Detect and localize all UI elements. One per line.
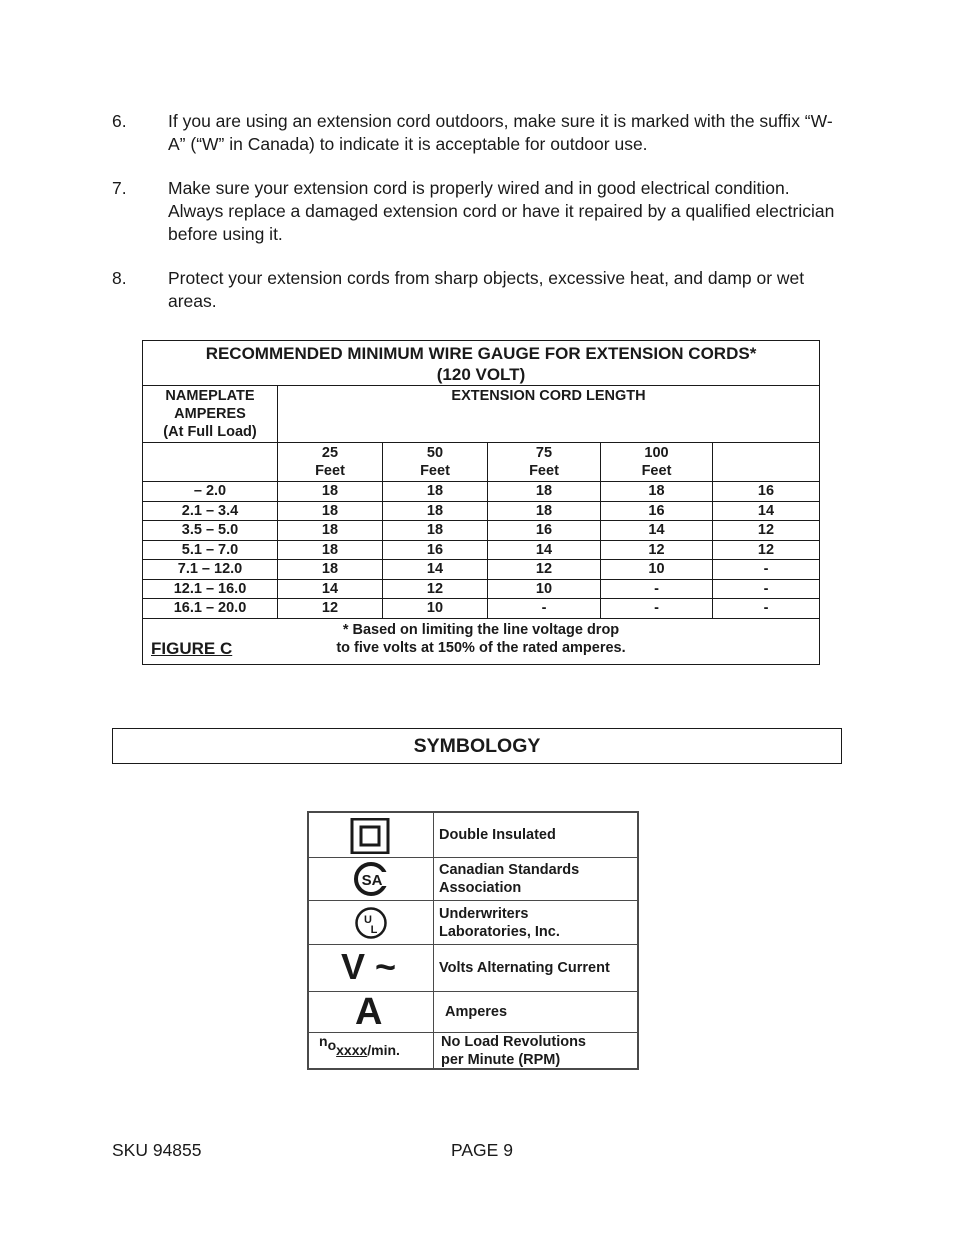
table-title-line2: (120 VOLT) <box>436 365 526 384</box>
wire-gauge-table <box>142 340 820 665</box>
gauge-cell: - <box>713 560 820 580</box>
instruction-list <box>112 110 842 334</box>
item-number: 7. <box>112 178 127 198</box>
item-text: Protect your extension cords from sharp objects, excessive heat, and damp or wet areas. <box>168 268 805 311</box>
empty-cell <box>143 443 278 482</box>
symbology-table <box>307 811 639 1070</box>
label-line1: Canadian Standards <box>439 862 580 878</box>
instruction-item <box>112 110 842 156</box>
amps-cell: 12.1 – 16.0 <box>143 579 278 599</box>
gauge-cell: - <box>488 599 601 619</box>
label-line2: Laboratories, Inc. <box>439 923 560 940</box>
label-line2: per Minute (RPM) <box>441 1052 561 1068</box>
item-number: 6. <box>112 111 127 131</box>
symbol-cell <box>309 945 434 991</box>
length-col-25 <box>278 443 383 482</box>
label-line2: Association <box>439 880 522 896</box>
symbol-label <box>445 992 507 1032</box>
gauge-cell: 16 <box>488 521 601 541</box>
symbol-row-double-insulated <box>309 813 637 858</box>
length-unit: Feet <box>420 463 450 479</box>
table-footnote <box>143 621 819 657</box>
table-row <box>143 560 820 580</box>
length-value: 25 <box>321 445 339 461</box>
length-col-100 <box>601 443 713 482</box>
length-col-50 <box>383 443 488 482</box>
double-insulated-icon <box>350 818 390 854</box>
symbol-cell <box>309 858 434 900</box>
nameplate-line2: AMPERES <box>174 406 246 422</box>
nameplate-line3: (At Full Load) <box>163 424 257 440</box>
amps-cell: 7.1 – 12.0 <box>143 560 278 580</box>
amps-cell: 3.5 – 5.0 <box>143 521 278 541</box>
footnote-line2: to five volts at 150% of the rated amperes. <box>336 639 626 656</box>
length-value: 50 <box>426 445 444 461</box>
footer-sku: SKU 94855 <box>112 1140 202 1160</box>
symbol-cell <box>309 992 434 1032</box>
gauge-cell: - <box>601 599 713 619</box>
ul-icon-l: L <box>370 924 378 936</box>
table-row <box>143 521 820 541</box>
item-number: 8. <box>112 268 127 288</box>
table-row <box>143 599 820 619</box>
rpm-symbol-o: o <box>327 1037 337 1053</box>
amps-cell: 16.1 – 20.0 <box>143 599 278 619</box>
gauge-cell: 18 <box>488 501 601 521</box>
gauge-cell: 10 <box>383 599 488 619</box>
gauge-cell: 12 <box>713 540 820 560</box>
gauge-cell: 16 <box>383 540 488 560</box>
length-value: 100 <box>644 445 669 461</box>
gauge-cell: 14 <box>278 579 383 599</box>
csa-icon-text: SA <box>361 872 383 889</box>
gauge-cell: 10 <box>488 579 601 599</box>
gauge-cell: 18 <box>278 521 383 541</box>
symbol-label <box>439 901 560 944</box>
nameplate-line1: NAMEPLATE <box>165 388 255 404</box>
label-line1: Underwriters <box>439 905 529 922</box>
gauge-cell: 18 <box>278 482 383 502</box>
gauge-cell: 14 <box>383 560 488 580</box>
length-col-75 <box>488 443 601 482</box>
instruction-item <box>112 267 842 313</box>
symbol-label <box>439 858 579 900</box>
symbol-cell <box>309 901 434 944</box>
length-header: EXTENSION CORD LENGTH <box>278 386 820 443</box>
gauge-cell: 16 <box>601 501 713 521</box>
gauge-cell: 12 <box>713 521 820 541</box>
volts-ac-symbol: V ~ <box>341 946 397 987</box>
symbol-row-csa <box>309 858 637 901</box>
gauge-cell: 12 <box>278 599 383 619</box>
gauge-cell: 18 <box>383 521 488 541</box>
symbol-row-rpm <box>309 1033 637 1069</box>
figure-label: FIGURE C <box>151 638 233 658</box>
csa-icon <box>353 861 389 897</box>
rpm-symbol-min: /min. <box>367 1042 400 1058</box>
gauge-cell: 10 <box>601 560 713 580</box>
symbol-label <box>441 1033 586 1069</box>
table-row <box>143 501 820 521</box>
symbol-row-volts <box>309 945 637 992</box>
gauge-cell: 18 <box>278 560 383 580</box>
gauge-cell: 12 <box>383 579 488 599</box>
gauge-cell: 18 <box>278 540 383 560</box>
table-row <box>143 540 820 560</box>
table-row <box>143 579 820 599</box>
symbol-cell <box>309 813 434 857</box>
gauge-cell: - <box>713 579 820 599</box>
symbol-label <box>439 813 556 857</box>
label-line1: Double Insulated <box>439 827 556 843</box>
gauge-cell: 18 <box>601 482 713 502</box>
instruction-item <box>112 177 842 246</box>
table-footer <box>143 618 820 664</box>
gauge-cell: 14 <box>601 521 713 541</box>
amperes-symbol: A <box>355 991 383 1033</box>
length-unit: Feet <box>529 463 559 479</box>
rpm-symbol <box>319 1033 400 1058</box>
gauge-cell: 12 <box>488 560 601 580</box>
gauge-cell: 18 <box>383 501 488 521</box>
rpm-symbol-x: xxxx <box>336 1042 368 1058</box>
gauge-cell: - <box>601 579 713 599</box>
length-unit: Feet <box>641 463 672 479</box>
gauge-cell: - <box>713 599 820 619</box>
gauge-cell: 18 <box>488 482 601 502</box>
label-line1: Volts Alternating Current <box>439 960 610 976</box>
gauge-cell: 14 <box>713 501 820 521</box>
gauge-cell: 14 <box>488 540 601 560</box>
table-title-line1: RECOMMENDED MINIMUM WIRE GAUGE FOR EXTENSION CORDS* <box>205 344 757 363</box>
length-col-blank <box>713 443 820 482</box>
table-title <box>143 341 820 386</box>
symbol-cell <box>309 1033 434 1069</box>
table-row <box>143 482 820 502</box>
ul-icon <box>354 906 388 940</box>
amps-cell: – 2.0 <box>143 482 278 502</box>
footnote-line1: * Based on limiting the line voltage drop <box>342 621 620 638</box>
label-line1: No Load Revolutions <box>441 1034 586 1050</box>
gauge-cell: 16 <box>713 482 820 502</box>
symbol-row-ul <box>309 901 637 945</box>
gauge-cell: 18 <box>278 501 383 521</box>
footer-page-number: PAGE 9 <box>451 1140 513 1160</box>
item-text: Make sure your extension cord is properly wired and in good electrical condition. Always replace a damaged extension cord or have it repaired by a qualified electrician before using it. <box>168 178 835 244</box>
gauge-cell: 18 <box>383 482 488 502</box>
gauge-cell: 12 <box>601 540 713 560</box>
nameplate-header <box>143 386 278 443</box>
symbol-label <box>439 945 610 991</box>
ul-icon-u: U <box>364 914 372 926</box>
symbology-heading: SYMBOLOGY <box>112 728 842 764</box>
amps-cell: 5.1 – 7.0 <box>143 540 278 560</box>
length-value: 75 <box>535 445 553 461</box>
symbol-row-amperes <box>309 992 637 1033</box>
item-text: If you are using an extension cord outdoors, make sure it is marked with the suffix “W-A” (“W” in Canada) to indicate it is acceptable for outdoor use. <box>168 111 833 154</box>
amps-cell: 2.1 – 3.4 <box>143 501 278 521</box>
rpm-symbol-n: n <box>319 1033 328 1049</box>
label-line1: Amperes <box>445 1004 508 1020</box>
length-unit: Feet <box>315 463 345 479</box>
